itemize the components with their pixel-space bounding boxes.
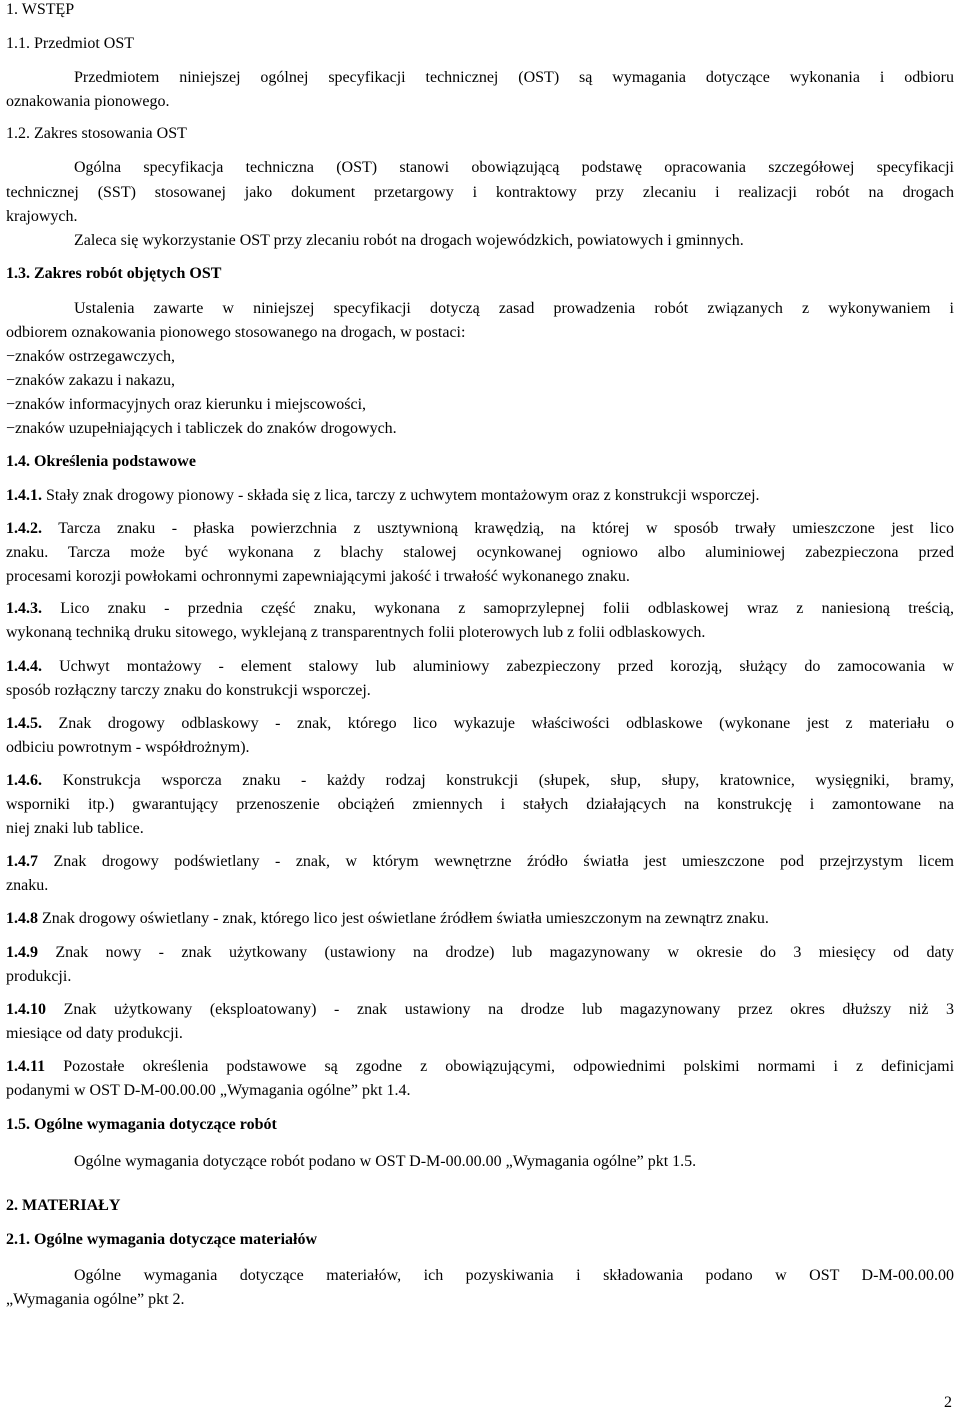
definition-1-4-6: 1.4.6. Konstrukcja wsporcza znaku - każdy rodzaj konstrukcji (słupek, słup, słupy, kratownice, wysięgniki, bramy, [6, 772, 955, 789]
heading-1-3: 1.3. Zakres robót objętych OST [6, 265, 222, 282]
paragraph-line: sposób rozłączny tarczy znaku do konstrukcji wsporczej. [6, 682, 371, 699]
heading-1-2: 1.2. Zakres stosowania OST [6, 125, 187, 142]
paragraph-line: odbiciu powrotnym - współdrożnym). [6, 739, 250, 756]
paragraph-line: produkcji. [6, 968, 72, 985]
paragraph-line: wykonaną techniką druku sitowego, wyklejaną z transparentnych folii ploterowych lub z folii odblaskowych. [6, 624, 706, 641]
definition-1-4-5: 1.4.5. Znak drogowy odblaskowy - znak, którego lico wykazuje właściwości odblaskowe (wykonane jest z materiału o [6, 715, 955, 732]
definition-1-4-10: 1.4.10 Znak użytkowany (eksploatowany) - znak ustawiony na drodze lub magazynowany przez okres dłuższy niż 3 [6, 1001, 955, 1018]
heading-1: 1. WSTĘP [6, 1, 75, 18]
definition-1-4-2: 1.4.2. Tarcza znaku - płaska powierzchnia z usztywnioną krawędzią, na której w sposób trwały umieszczone jest lico [6, 520, 955, 537]
paragraph-line: procesami korozji powłokami ochronnymi zapewniającymi jakość i trwałość wykonanego znaku. [6, 568, 630, 585]
paragraph-line: podanymi w OST D-M-00.00.00 „Wymagania ogólne” pkt 1.4. [6, 1082, 411, 1099]
list-item: −znaków zakazu i nakazu, [6, 372, 175, 389]
heading-1-1: 1.1. Przedmiot OST [6, 35, 134, 52]
paragraph-line: znaku. Tarcza może być wykonana z blachy stalowej ocynkowanej ogniowo albo aluminiowej zabezpieczona przed [6, 544, 954, 561]
list-item: −znaków uzupełniających i tabliczek do znaków drogowych. [6, 420, 397, 437]
definition-1-4-1: 1.4.1. Stały znak drogowy pionowy - składa się z lica, tarczy z uchwytem montażowym oraz z konstrukcji wsporczej. [6, 487, 760, 504]
paragraph-line: niej znaki lub tablice. [6, 820, 144, 837]
paragraph-line: Przedmiotem niniejszej ogólnej specyfikacji technicznej (OST) są wymagania dotyczące wykonania i odbioru [74, 69, 954, 86]
paragraph-line: znaku. [6, 877, 49, 894]
definition-1-4-9: 1.4.9 Znak nowy - znak użytkowany (ustawiony na drodze) lub magazynowany w okresie do 3 miesięcy od daty [6, 944, 955, 961]
heading-2-1: 2.1. Ogólne wymagania dotyczące materiałów [6, 1231, 318, 1248]
paragraph-line: Zaleca się wykorzystanie OST przy zlecaniu robót na drogach wojewódzkich, powiatowych i gminnych. [74, 232, 744, 249]
definition-1-4-3: 1.4.3. Lico znaku - przednia część znaku, wykonana z samoprzylepnej folii odblaskowej wraz z naniesioną treścią, [6, 600, 954, 617]
paragraph-line: Ustalenia zawarte w niniejszej specyfikacji dotyczą zasad prowadzenia robót związanych z wykonywaniem i [74, 300, 954, 317]
page-number: 2 [944, 1394, 952, 1411]
heading-1-5: 1.5. Ogólne wymagania dotyczące robót [6, 1116, 277, 1133]
paragraph-line: odbiorem oznakowania pionowego stosowanego na drogach, w postaci: [6, 324, 466, 341]
definition-1-4-8: 1.4.8 Znak drogowy oświetlany - znak, którego lico jest oświetlane źródłem światła umieszczonym na zewnątrz znaku. [6, 910, 769, 927]
paragraph-line: Ogólna specyfikacja techniczna (OST) stanowi obowiązującą podstawę opracowania szczegółowej specyfikacji [74, 159, 954, 176]
paragraph-line: miesiące od daty produkcji. [6, 1025, 183, 1042]
paragraph-line: „Wymagania ogólne” pkt 2. [6, 1291, 185, 1308]
list-item: −znaków ostrzegawczych, [6, 348, 175, 365]
paragraph-line: oznakowania pionowego. [6, 93, 170, 110]
paragraph-line: wsporniki itp.) gwarantujący przenoszenie obciążeń zmiennych i stałych działających na konstrukcję i zamontowane na [6, 796, 954, 813]
dash-bullet: − [6, 348, 16, 365]
paragraph-line: Ogólne wymagania dotyczące materiałów, ich pozyskiwania i składowania podano w OST D-M-00.00.00 [74, 1267, 954, 1284]
dash-bullet: − [6, 372, 16, 389]
list-item: −znaków informacyjnych oraz kierunku i miejscowości, [6, 396, 367, 413]
paragraph-line: Ogólne wymagania dotyczące robót podano w OST D-M-00.00.00 „Wymagania ogólne” pkt 1.5. [74, 1153, 697, 1170]
paragraph-line: krajowych. [6, 208, 78, 225]
definition-1-4-4: 1.4.4. Uchwyt montażowy - element stalowy lub aluminiowy zabezpieczony przed korozją, służący do zamocowania w [6, 658, 955, 675]
definition-1-4-7: 1.4.7 Znak drogowy podświetlany - znak, w którym wewnętrzne źródło światła jest umieszczone pod przejrzystym licem [6, 853, 954, 870]
dash-bullet: − [6, 420, 16, 437]
definition-1-4-11: 1.4.11 Pozostałe określenia podstawowe są zgodne z obowiązującymi, odpowiednimi polskimi normami i z definicjami [6, 1058, 955, 1075]
dash-bullet: − [6, 396, 16, 413]
heading-2: 2. MATERIAŁY [6, 1197, 121, 1214]
paragraph-line: technicznej (SST) stosowanej jako dokument przetargowy i kontraktowy przy zlecaniu i realizacji robót na drogach [6, 184, 954, 201]
heading-1-4: 1.4. Określenia podstawowe [6, 453, 196, 470]
